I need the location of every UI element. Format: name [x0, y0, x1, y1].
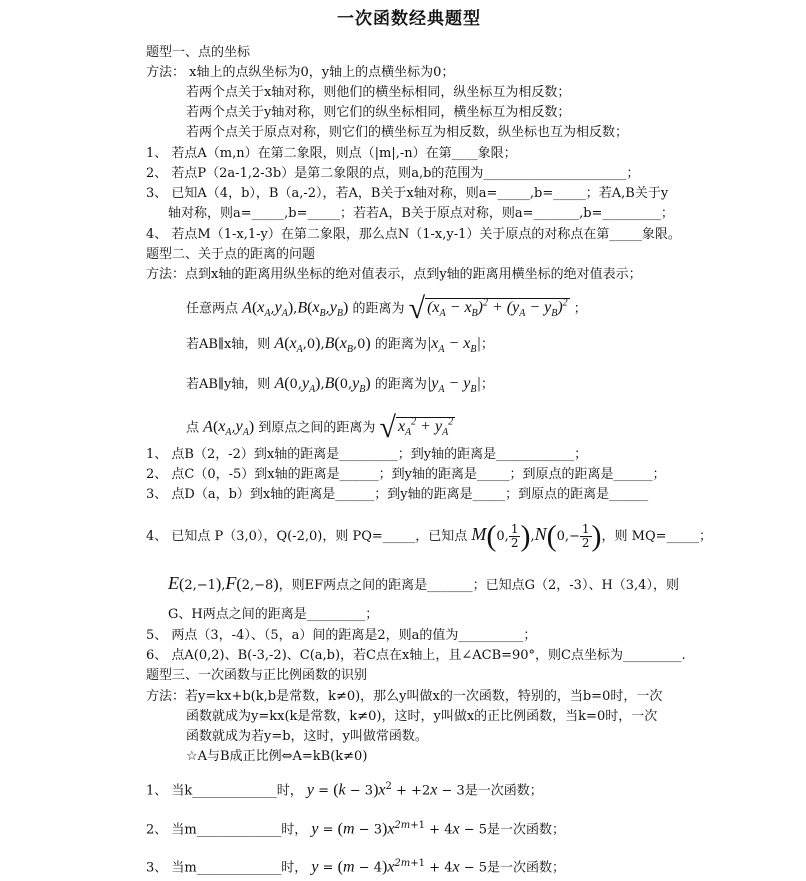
question-4-cont: G、H两点之间的距离是_________； — [168, 607, 379, 622]
question-3-cont: 轴对称，则a=_____,b=_____；若若A，B关于原点对称，则a=_______,b=_________； — [168, 206, 674, 221]
question-4-cont: E(2,−1),F(2,−8)，则EF两点之间的距离是_______；已知点G（2，-3）、H（3,4），则 — [168, 573, 679, 593]
formula-parallel-y: 若AB∥y轴，则 $A(0,y_A),B(0,y_B)$ 的距离为$|y_A - y_B|$； — [186, 375, 494, 396]
method-text: 方法：若y=kx+b(k,b是常数，k≠0)，那么y叫做x的一次函数，特别的，当b=0时，一次 — [146, 689, 663, 704]
method-text: 若两个点关于y轴对称，则它们的纵坐标相同，横坐标互为相反数； — [186, 105, 571, 120]
method-text: 方法： x轴上的点纵坐标为0，y轴上的点横坐标为0； — [146, 65, 455, 80]
section-heading: 题型二、关于点的距离的问题 — [146, 247, 316, 262]
method-text: 函数就成为y=kx(k是常数，k≠0)，这时，y叫做x的正比例函数，当k=0时，一次 — [186, 709, 658, 724]
question-1: 1、 当k_____________时， $y = (k - 3)x^2 + +2x - 3$是一次函数； — [146, 781, 543, 799]
formula-parallel-x: 若AB∥x轴，则 $A(x_A,0),B(x_B,0)$ 的距离为$|x_A - x_B|$； — [186, 335, 494, 356]
question-4: 4、 若点M（1-x,1-y）在第二象限，那么点N（1-x,y-1）关于原点的对称点在第_____象限。 — [146, 227, 681, 242]
method-text: 方法：点到x轴的距离用纵坐标的绝对值表示，点到y轴的距离用横坐标的绝对值表示； — [146, 267, 642, 282]
section-heading: 题型一、点的坐标 — [146, 45, 251, 60]
question-1: 1、 若点A（m,n）在第二象限，则点（|m|,-n）在第____象限； — [146, 146, 517, 161]
method-text: 若两个点关于原点对称，则它们的横坐标互为相反数，纵坐标也互为相反数； — [186, 125, 629, 140]
section-heading: 题型三、一次函数与正比例函数的识别 — [146, 668, 368, 683]
page-title: 一次函数经典题型 — [337, 9, 481, 29]
formula-origin: 点 $A(x_A,y_A)$ 到原点之间的距离为 √ $x_A^2 + y_A^2$ — [186, 410, 454, 444]
formula-two-points: 任意两点 $A(x_A,y_A),B(x_B,y_B)$ 的距离为 √ $(x_A - x_B)^2 + (y_A - y_B)^2$ ； — [186, 291, 587, 325]
proportion-note: ☆A与B成正比例⇔A=kB(k≠0) — [186, 749, 368, 764]
question-2: 2、 若点P（2a-1,2-3b）是第二象限的点，则a,b的范围为______________________； — [146, 166, 640, 181]
question-6: 6、 点A(0,2)、B(-3,-2)、C(a,b)，若C点在x轴上，且∠ACB=90°，则C点坐标为_________. — [146, 648, 686, 663]
question-2: 2、 点C（0，-5）到x轴的距离是______；到y轴的距离是_____；到原点的距离是______； — [146, 467, 666, 482]
question-3: 3、 点D（a，b）到x轴的距离是______；到y轴的距离是_____；到原点的距离是______ — [146, 487, 649, 502]
question-5: 5、 两点（3，-4）、（5，a）间的距离是2，则a的值为__________； — [146, 628, 537, 643]
question-3: 3、 已知A（4，b），B（a,-2），若A，B关于x轴对称，则a=_____,b=_____；若A,B关于y — [146, 186, 669, 201]
method-text: 若两个点关于x轴对称，则他们的横坐标相同，纵坐标互为相反数； — [186, 85, 571, 100]
question-2: 2、 当m_____________时， $y = (m - 3)x^{2m+1} + 4x - 5$是一次函数； — [146, 820, 566, 838]
method-text: 函数就成为若y=b，这时，y叫做常函数。 — [186, 729, 428, 744]
question-4: 4、 已知点 P（3,0），Q(-2,0)，则 PQ=_____，已知点 M(0, $\frac{1}{2}$ ),N(0,− $\frac{1}{2}$ )，则 MQ=_____； — [146, 519, 713, 553]
question-1: 1、 点B（2，-2）到x轴的距离是_________；到y轴的距离是____________； — [146, 447, 588, 462]
question-3: 3、 当m_____________时， $y = (m - 4)x^{2m+1} + 4x - 5$是一次函数； — [146, 858, 566, 876]
